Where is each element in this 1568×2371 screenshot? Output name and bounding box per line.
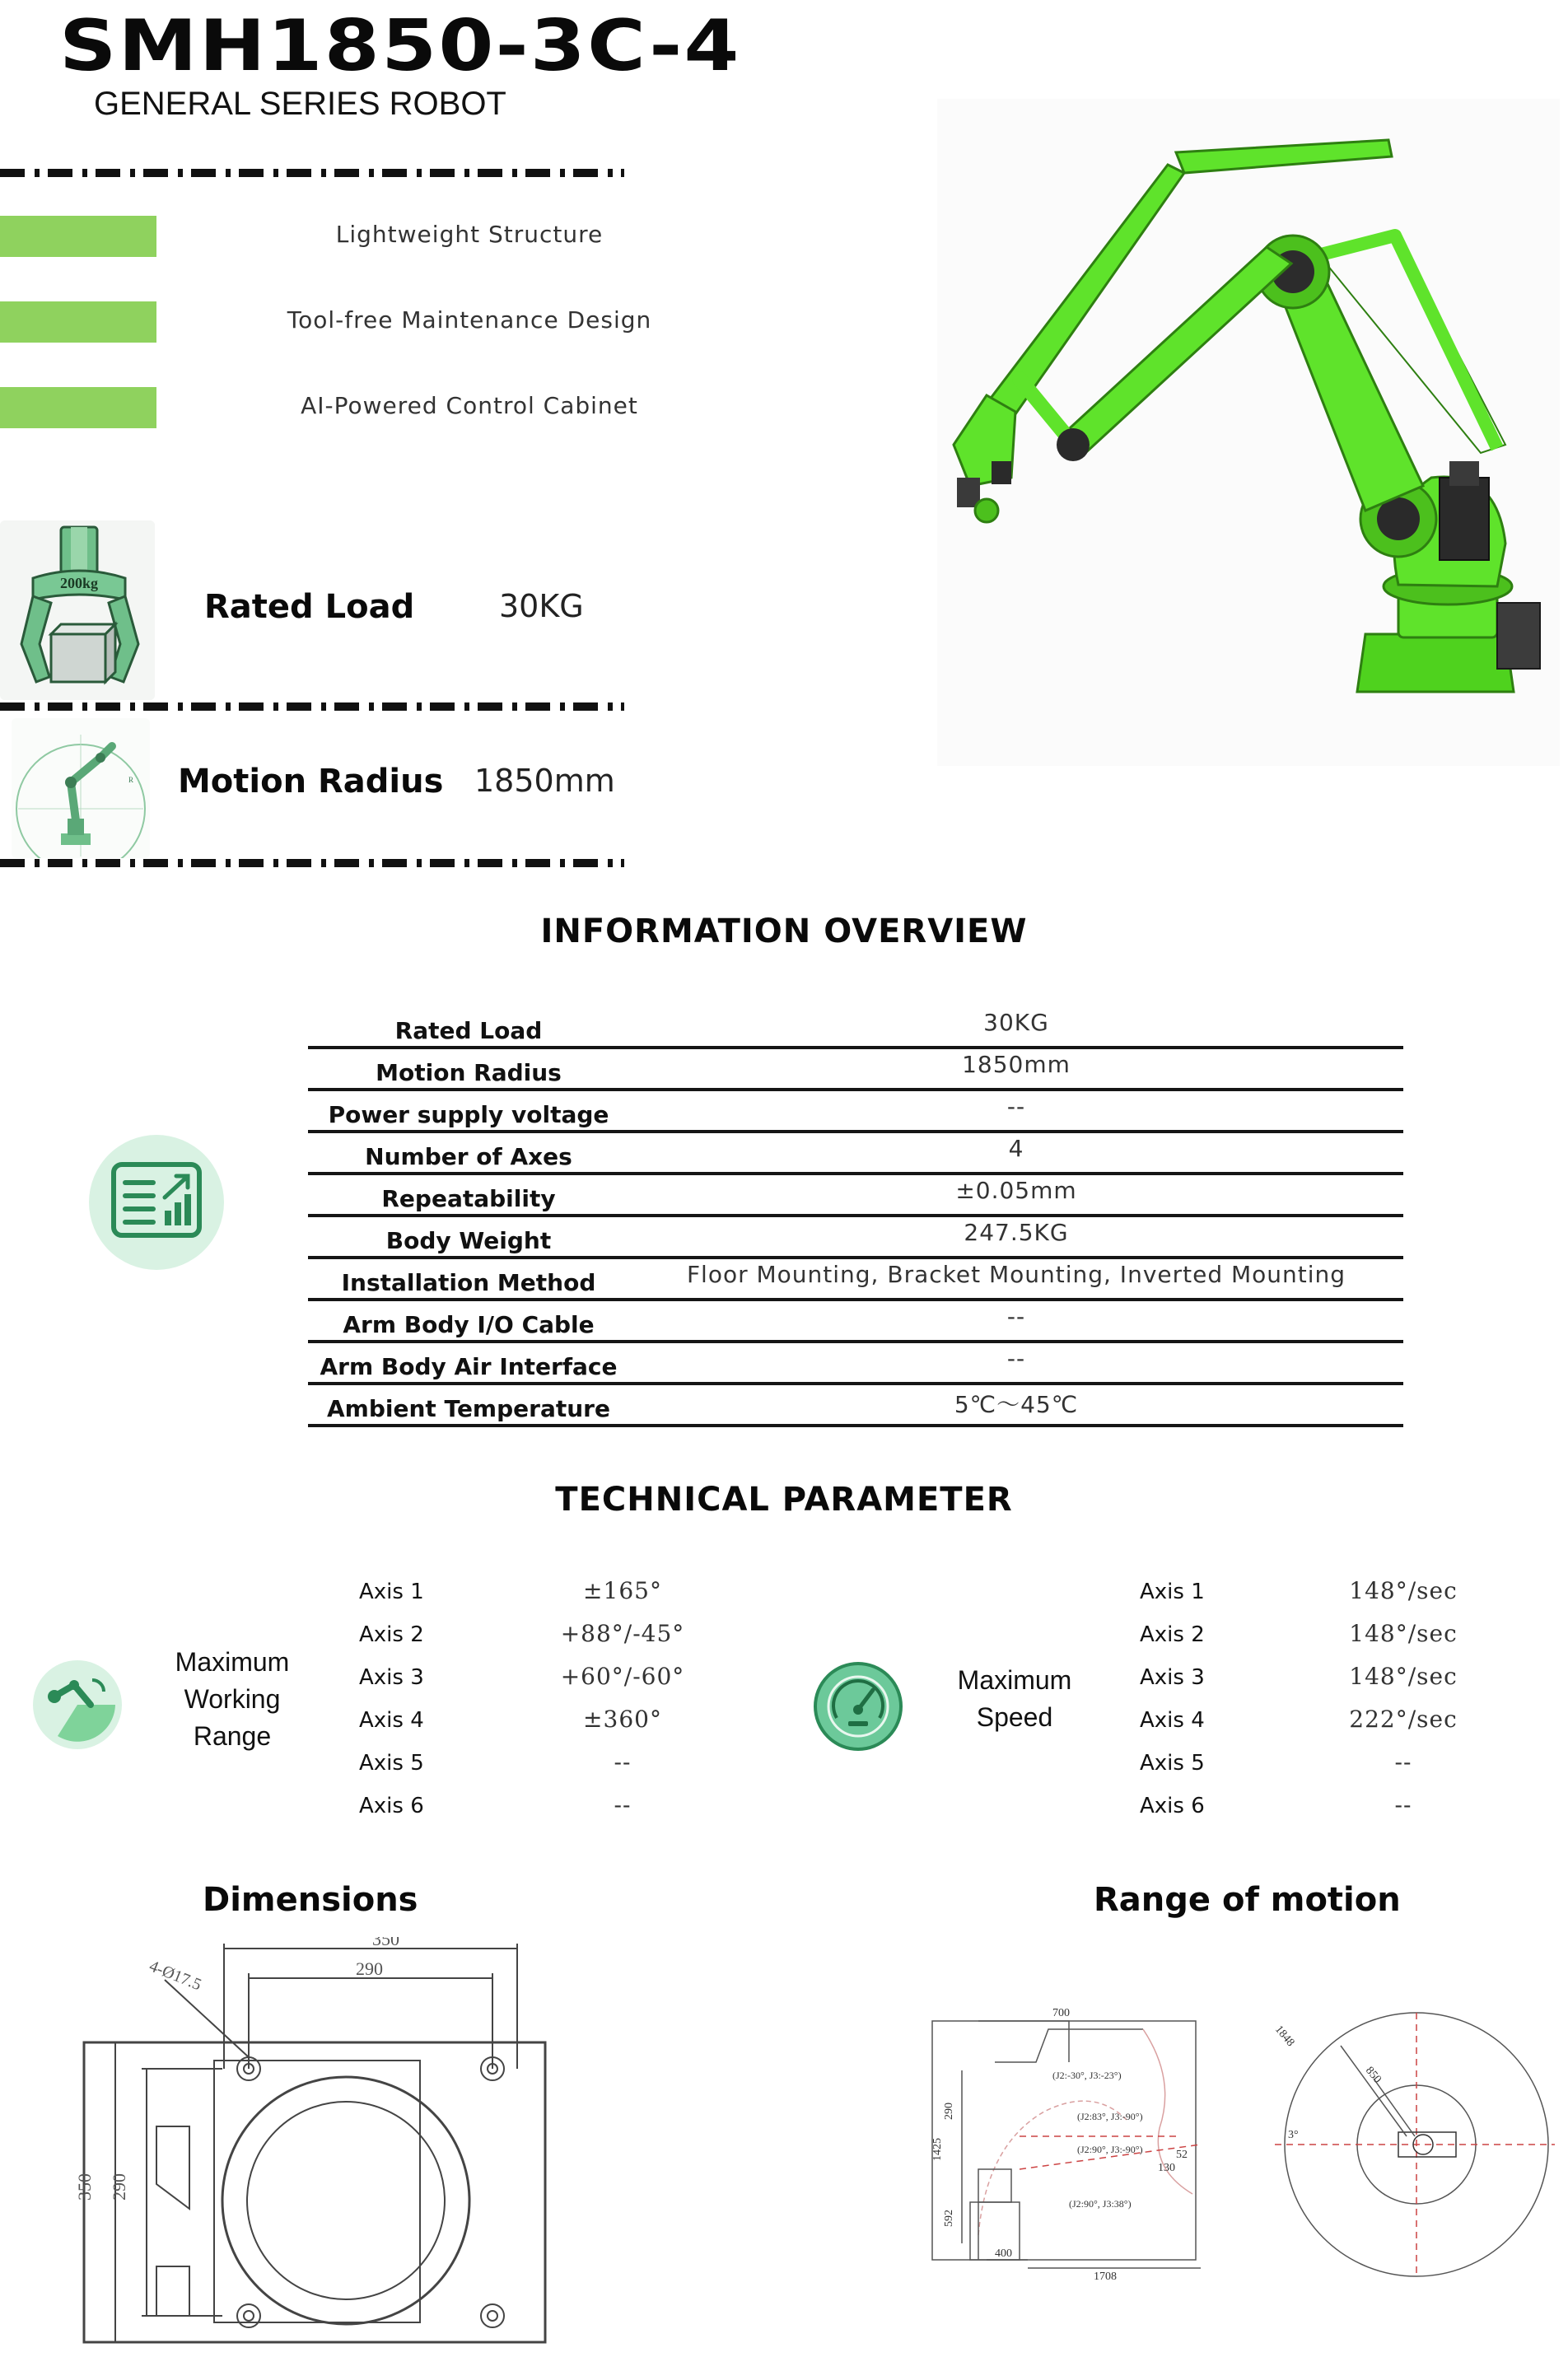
chart-document-icon (89, 1135, 224, 1270)
motion-pose-2: (J2:83°, J3:-90°) (1077, 2111, 1143, 2122)
range-axis-label: Axis 1 (359, 1580, 424, 1604)
overview-value: -- (1006, 1303, 1026, 1330)
svg-text:R: R (128, 776, 134, 784)
overview-value: -- (1006, 1093, 1026, 1120)
radius-image (12, 718, 150, 858)
motion-base-width: 400 (995, 2247, 1012, 2260)
speed-axis-value: 148°/sec (1349, 1620, 1458, 1647)
speed-caption: Maximum Speed (957, 1665, 1072, 1732)
overview-value: 1850mm (962, 1051, 1071, 1078)
speed-axis-value: 222°/sec (1349, 1706, 1458, 1733)
range-axis-value: -- (614, 1748, 632, 1776)
table-row (308, 1259, 1403, 1301)
overview-label: Installation Method (341, 1269, 596, 1296)
speed-axis-value: 148°/sec (1349, 1663, 1458, 1690)
feature-bar (0, 216, 156, 257)
series-subtitle: GENERAL SERIES ROBOT (94, 86, 506, 122)
overview-value: 30KG (983, 1009, 1049, 1036)
table-row (308, 1049, 1403, 1091)
robot-range-icon (33, 1660, 122, 1749)
dashed-divider (0, 169, 624, 177)
speedometer-icon (814, 1662, 903, 1751)
model-title: SMH1850-3C-4 (59, 5, 741, 87)
motion-title: Range of motion (1094, 1881, 1401, 1919)
table-row (308, 1301, 1403, 1343)
gripper-badge: 200kg (59, 575, 99, 591)
dashed-divider (0, 702, 624, 711)
range-axis-value: +60°/-60° (560, 1663, 685, 1690)
motion-range-drawing (929, 1996, 1560, 2285)
overview-label: Rated Load (394, 1017, 543, 1044)
overview-value: Floor Mounting, Bracket Mounting, Inverted Mounting (686, 1261, 1346, 1288)
speed-axis-value: -- (1394, 1748, 1412, 1776)
motion-angle: 3° (1288, 2129, 1299, 2141)
dim-hole-spec: 4-Ø17.5 (147, 1957, 204, 1995)
robot-arm-illustration (937, 99, 1560, 766)
feature-tool-free: Tool-free Maintenance Design (287, 306, 652, 334)
technical-title: TECHNICAL PARAMETER (555, 1481, 1013, 1519)
feature-ai-cabinet: AI-Powered Control Cabinet (301, 392, 638, 419)
overview-value: 4 (1008, 1135, 1024, 1162)
overview-value: 247.5KG (964, 1219, 1069, 1246)
motion-bottom-width: 1708 (1094, 2271, 1117, 2283)
dimensions-drawing (66, 1937, 576, 2357)
table-row (308, 1385, 1403, 1427)
dim-width-outer: 350 (372, 1937, 399, 1949)
overview-value: -- (1006, 1345, 1026, 1372)
motion-mid: 130 (1158, 2162, 1175, 2174)
motion-small: 52 (1176, 2149, 1188, 2161)
speed-axis-label: Axis 4 (1140, 1708, 1205, 1733)
motion-pose-4: (J2:90°, J3:38°) (1069, 2198, 1132, 2210)
dim-width-inner: 290 (356, 1958, 383, 1979)
feature-lightweight: Lightweight Structure (335, 221, 604, 248)
robot-radius-icon (12, 718, 150, 858)
overview-label: Ambient Temperature (327, 1395, 610, 1422)
overview-value: ±0.05mm (955, 1177, 1077, 1204)
range-axis-value: ±165° (583, 1577, 662, 1604)
table-row (308, 1217, 1403, 1259)
motion-radius-value: 1850mm (474, 763, 615, 799)
overview-label: Arm Body I/O Cable (343, 1311, 595, 1338)
feature-bar (0, 301, 156, 343)
rated-load-label: Rated Load (204, 588, 415, 626)
dim-height-outer: 350 (74, 2173, 95, 2201)
overview-label: Body Weight (385, 1227, 552, 1254)
speed-axis-label: Axis 6 (1140, 1794, 1205, 1818)
range-axis-label: Axis 4 (359, 1708, 424, 1733)
overview-label: Number of Axes (365, 1143, 572, 1170)
motion-pose-3: (J2:90°, J3:-90°) (1077, 2144, 1143, 2155)
overview-label: Power supply voltage (328, 1101, 609, 1128)
gripper-image (0, 520, 155, 700)
motion-h-total: 1425 (931, 2138, 944, 2161)
speed-axis-value: 148°/sec (1349, 1577, 1458, 1604)
dimensions-title: Dimensions (203, 1881, 418, 1919)
table-row (308, 1133, 1403, 1175)
range-axis-value: -- (614, 1791, 632, 1818)
overview-label: Arm Body Air Interface (320, 1353, 618, 1380)
range-axis-label: Axis 2 (359, 1622, 424, 1647)
overview-label: Repeatability (381, 1185, 556, 1212)
motion-top-width: 700 (1052, 2007, 1070, 2019)
range-axis-value: ±360° (583, 1706, 662, 1733)
dashed-divider (0, 859, 624, 867)
table-row (308, 1007, 1403, 1049)
overview-value: 5℃～45℃ (954, 1391, 1079, 1418)
table-row (308, 1343, 1403, 1385)
feature-bar (0, 387, 156, 428)
range-axis-value: +88°/-45° (560, 1620, 685, 1647)
gripper-icon (0, 520, 155, 700)
table-row (308, 1175, 1403, 1217)
overview-title: INFORMATION OVERVIEW (540, 912, 1028, 950)
motion-h-lower: 592 (943, 2210, 955, 2227)
overview-label: Motion Radius (376, 1059, 562, 1086)
range-axis-label: Axis 5 (359, 1751, 424, 1776)
dim-height-inner: 290 (109, 2173, 129, 2201)
speed-axis-value: -- (1394, 1791, 1412, 1818)
range-axis-label: Axis 3 (359, 1665, 424, 1690)
robot-image (937, 99, 1560, 766)
motion-radius-label: Motion Radius (178, 763, 444, 800)
motion-radius-inner: 850 (1362, 2064, 1384, 2086)
speed-axis-label: Axis 1 (1140, 1580, 1205, 1604)
motion-pose-1: (J2:-30°, J3:-23°) (1052, 2070, 1122, 2081)
range-axis-label: Axis 6 (359, 1794, 424, 1818)
speed-axis-label: Axis 5 (1140, 1751, 1205, 1776)
speed-axis-label: Axis 3 (1140, 1665, 1205, 1690)
range-caption: Maximum Working Range (175, 1647, 290, 1751)
table-row (308, 1091, 1403, 1133)
motion-radius-outer: 1848 (1272, 2023, 1297, 2050)
speed-axis-label: Axis 2 (1140, 1622, 1205, 1647)
rated-load-value: 30KG (499, 588, 584, 624)
motion-h-upper: 290 (943, 2103, 955, 2120)
